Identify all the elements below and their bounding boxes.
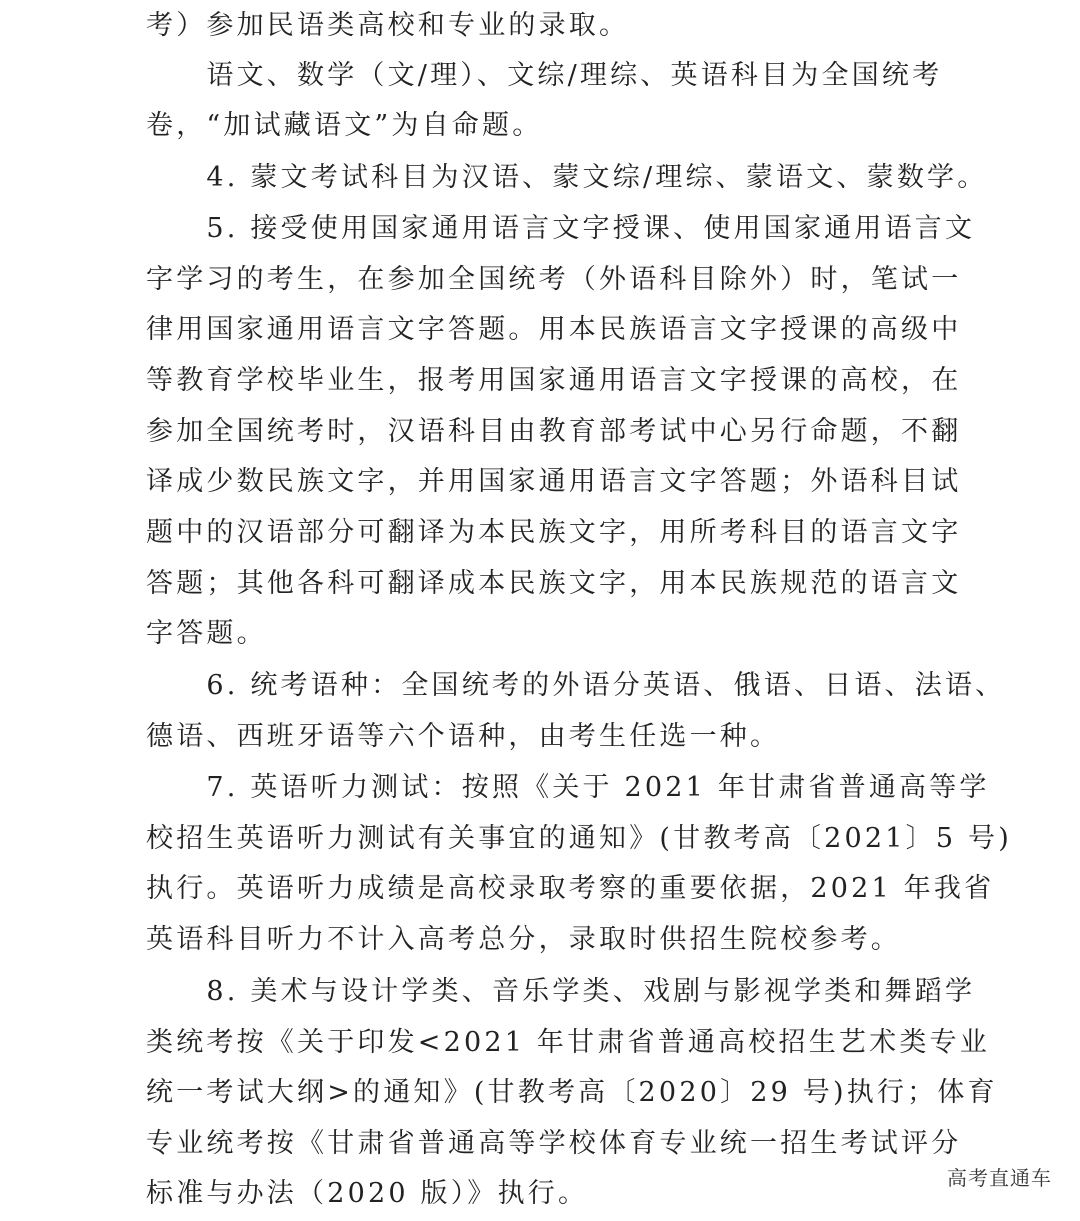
text-line: 参加全国统考时，汉语科目由教育部考试中心另行命题，不翻 bbox=[146, 416, 962, 447]
text-line: 律用国家通用语言文字答题。用本民族语言文字授课的高级中 bbox=[146, 314, 962, 345]
text-line: 题中的汉语部分可翻译为本民族文字，用所考科目的语言文字 bbox=[146, 517, 962, 548]
text-line: 4. 蒙文考试科目为汉语、蒙文综/理综、蒙语文、蒙数学。 bbox=[146, 162, 988, 193]
text-line: 执行。英语听力成绩是高校录取考察的重要依据，2021 年我省 bbox=[146, 873, 995, 904]
text-line: 7. 英语听力测试：按照《关于 2021 年甘肃省普通高等学 bbox=[146, 772, 990, 803]
text-line: 专业统考按《甘肃省普通高等学校体育专业统一招生考试评分 bbox=[146, 1128, 962, 1159]
text-line: 类统考按《关于印发<2021 年甘肃省普通高校招生艺术类专业 bbox=[146, 1027, 990, 1058]
text-line: 字学习的考生，在参加全国统考（外语科目除外）时，笔试一 bbox=[146, 264, 962, 295]
text-line: 校招生英语听力测试有关事宜的通知》(甘教考高〔2021〕5 号) bbox=[146, 823, 1012, 854]
text-line: 5. 接受使用国家通用语言文字授课、使用国家通用语言文 bbox=[146, 213, 976, 244]
text-line: 8. 美术与设计学类、音乐学类、戏剧与影视学类和舞蹈学 bbox=[146, 976, 976, 1007]
text-line: 字答题。 bbox=[146, 618, 267, 649]
text-line: 考）参加民语类高校和专业的录取。 bbox=[146, 10, 630, 41]
text-line: 等教育学校毕业生，报考用国家通用语言文字授课的高校，在 bbox=[146, 365, 962, 396]
text-line: 译成少数民族文字，并用国家通用语言文字答题；外语科目试 bbox=[146, 466, 962, 497]
text-line: 语文、数学（文/理）、文综/理综、英语科目为全国统考 bbox=[146, 60, 943, 91]
text-line: 英语科目听力不计入高考总分，录取时供招生院校参考。 bbox=[146, 924, 901, 955]
text-line: 统一考试大纲>的通知》(甘教考高〔2020〕29 号)执行；体育 bbox=[146, 1077, 998, 1108]
text-line: 德语、西班牙语等六个语种，由考生任选一种。 bbox=[146, 721, 781, 752]
text-line: 6. 统考语种：全国统考的外语分英语、俄语、日语、法语、 bbox=[146, 670, 1006, 701]
watermark: 高考直通车 bbox=[947, 1166, 1052, 1190]
text-line: 卷，“加试藏语文”为自命题。 bbox=[146, 110, 543, 141]
text-line: 标准与办法（2020 版）》执行。 bbox=[146, 1178, 589, 1209]
text-line: 答题；其他各科可翻译成本民族文字，用本民族规范的语言文 bbox=[146, 568, 962, 599]
